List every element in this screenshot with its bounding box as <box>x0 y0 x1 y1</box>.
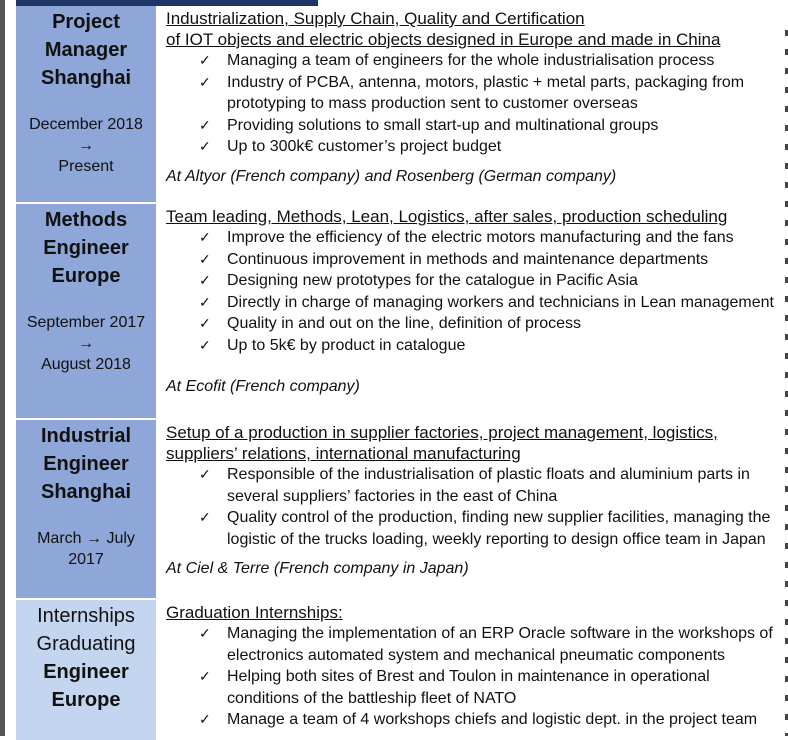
bullet-text: Manage a team of 4 workshops chiefs and logistic dept. in the project team <box>227 711 758 728</box>
bullet-item <box>166 249 784 271</box>
bullet-item <box>166 136 784 158</box>
company-name: At Ciel & Terre (French company in Japan) <box>166 560 469 577</box>
bullet-list <box>166 50 784 158</box>
checkmark-icon: ✓ <box>199 138 211 154</box>
bullet-text: Quality control of the production, finding new supplier facilities, managing the <box>227 509 771 526</box>
heading-line: Graduation Internships: <box>166 603 343 622</box>
bullet-list <box>166 623 784 731</box>
bullet-item <box>166 464 784 507</box>
bullet-text: Managing a team of engineers for the whole industrialisation process <box>227 52 715 69</box>
entry-internships <box>166 602 784 731</box>
bullet-text: Continuous improvement in methods and maintenance departments <box>227 250 709 268</box>
checkmark-icon: ✓ <box>199 625 211 641</box>
role-title-line: Shanghai <box>40 481 131 503</box>
bullet-text: Industry of PCBA, antenna, motors, plastic + metal parts, packaging from <box>227 73 745 91</box>
checkmark-icon: ✓ <box>199 466 211 482</box>
checkmark-icon: ✓ <box>199 250 211 267</box>
company-name: At Ecofit (French company) <box>166 378 360 395</box>
role-title-line: Engineer <box>43 661 129 683</box>
date-line: August 2018 <box>41 356 131 373</box>
role-block-methods-engineer <box>16 204 156 420</box>
role-title-line: Graduating <box>36 633 136 655</box>
role-title-line: Industrial <box>40 425 131 447</box>
heading-line: suppliers’ relations, international manufacturing <box>166 444 521 463</box>
role-dates <box>16 312 156 375</box>
checkmark-icon: ✓ <box>199 73 211 90</box>
role-title <box>16 420 156 506</box>
bullet-item <box>166 335 784 357</box>
role-title-line: Engineer <box>43 453 129 475</box>
bullet-text: Up to 300k€ customer’s project budget <box>227 138 502 155</box>
checkmark-icon: ✓ <box>199 52 211 68</box>
checkmark-icon: ✓ <box>199 668 211 684</box>
bullet-item <box>166 709 784 731</box>
bullet-list <box>166 227 784 356</box>
role-title-line: Internships <box>37 605 135 627</box>
date-arrow: → <box>78 335 94 352</box>
entry-project-manager <box>166 8 784 187</box>
checkmark-icon: ✓ <box>199 711 211 727</box>
bullet-text: Managing the implementation of an ERP Oracle software in the workshops of <box>227 625 773 642</box>
heading-line: Team leading, Methods, Lean, Logistics, after sales, production scheduling <box>166 207 728 226</box>
bullet-item <box>166 270 784 292</box>
entry-methods-engineer <box>166 206 784 397</box>
role-title <box>16 204 156 290</box>
bullet-text: Directly in charge of managing workers and technicians in Lean management <box>227 293 774 311</box>
checkmark-icon: ✓ <box>199 293 211 310</box>
bullet-text: Providing solutions to small start-up and multinational groups <box>227 116 659 134</box>
date-line: December 2018 <box>29 116 143 133</box>
bullet-item <box>166 50 784 72</box>
date-line: 2017 <box>68 551 104 568</box>
checkmark-icon: ✓ <box>199 272 211 288</box>
bullet-item <box>166 507 784 550</box>
checkmark-icon: ✓ <box>199 116 211 133</box>
bullet-text: Designing new prototypes for the catalogue in Pacific Asia <box>227 272 638 289</box>
role-block-internships <box>16 600 156 740</box>
role-dates <box>16 528 156 570</box>
bullet-item <box>166 292 784 314</box>
bullet-text: electronics automated system and mechanical pneumatic components <box>227 646 726 664</box>
heading-line: of IOT objects and electric objects designed in Europe and made in China <box>166 30 721 49</box>
bullet-item <box>166 313 784 335</box>
entry-heading <box>166 602 784 623</box>
role-block-project-manager <box>16 6 156 204</box>
date-line: Present <box>58 158 114 175</box>
bullet-item <box>166 623 784 666</box>
role-title-line: Methods <box>44 209 128 231</box>
role-title-line: Engineer <box>43 237 129 259</box>
entry-heading <box>166 206 784 227</box>
date-line: September 2017 <box>26 314 146 331</box>
experience-sidebar <box>16 6 156 740</box>
bullet-text: Helping both sites of Brest and Toulon in maintenance in operational <box>227 668 710 685</box>
checkmark-icon: ✓ <box>199 336 211 353</box>
left-border-rule <box>0 0 5 736</box>
role-title-line: Manager <box>44 39 128 61</box>
date-line: March → July <box>37 530 135 547</box>
bullet-item <box>166 115 784 137</box>
bullet-text: prototyping to mass production sent to customer overseas <box>227 95 638 112</box>
entry-heading <box>166 8 784 50</box>
bullet-text: Responsible of the industrialisation of plastic floats and aluminium parts in <box>227 466 750 483</box>
bullet-text: Up to 5k€ by product in catalogue <box>227 336 466 354</box>
role-title-line: Project <box>52 11 120 33</box>
role-block-industrial-engineer <box>16 420 156 600</box>
bullet-item <box>166 666 784 709</box>
heading-line: Setup of a production in supplier factories, project management, logistics, <box>166 423 718 442</box>
bullet-text: Quality in and out on the line, definition of process <box>227 315 581 332</box>
company-name: At Altyor (French company) and Rosenberg (German company) <box>166 167 617 185</box>
role-title <box>16 6 156 92</box>
role-dates <box>16 114 156 177</box>
entry-heading <box>166 422 784 464</box>
checkmark-icon: ✓ <box>199 315 211 331</box>
bullet-text: logistic of the trucks loading, weekly reporting to design office team in Japan <box>227 530 766 548</box>
bullet-text: several suppliers’ factories in the east of China <box>227 487 558 505</box>
bullet-text: Improve the efficiency of the electric motors manufacturing and the fans <box>227 229 734 246</box>
bullet-item <box>166 227 784 249</box>
role-title-line: Shanghai <box>40 67 131 89</box>
role-title-line: Europe <box>51 689 121 711</box>
heading-line: Industrialization, Supply Chain, Quality and Certification <box>166 9 585 28</box>
date-arrow: → <box>78 137 94 154</box>
role-title-line: Europe <box>51 265 121 287</box>
checkmark-icon: ✓ <box>199 509 211 525</box>
role-title <box>16 600 156 714</box>
bullet-text: conditions of the battleship fleet of NATO <box>227 689 517 707</box>
entry-industrial-engineer <box>166 422 784 579</box>
bullet-item <box>166 72 784 115</box>
bullet-list <box>166 464 784 550</box>
checkmark-icon: ✓ <box>199 229 211 245</box>
